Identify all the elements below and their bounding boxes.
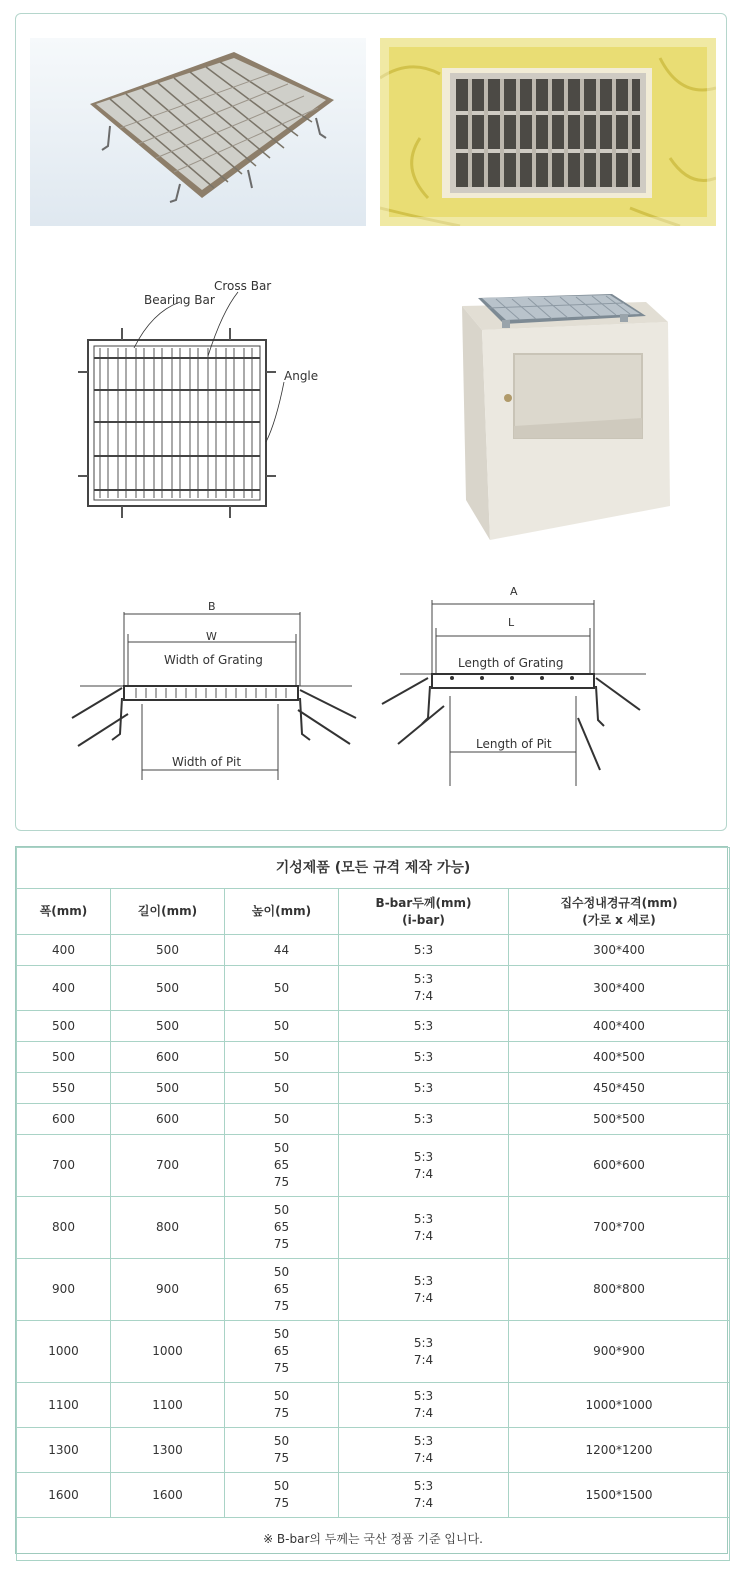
cell-width: 400 — [17, 935, 111, 966]
header-pit: 집수정내경규격(mm) (가로 x 세로) — [509, 889, 730, 935]
header-height: 높이(mm) — [225, 889, 339, 935]
width-of-grating-label: Width of Grating — [164, 653, 263, 667]
table-row — [17, 1042, 730, 1073]
cell-height: 50 — [225, 1011, 339, 1042]
cell-bbar: 5:3 7:4 — [339, 1135, 509, 1197]
table-row — [17, 1104, 730, 1135]
angle-label: Angle — [284, 369, 319, 383]
spec-table — [16, 847, 730, 1561]
spec-table-container — [15, 846, 728, 1554]
cell-height: 50 75 — [225, 1383, 339, 1428]
cell-height: 50 75 — [225, 1473, 339, 1518]
w-label: W — [206, 630, 217, 643]
length-of-grating-label: Length of Grating — [458, 656, 564, 670]
cell-length: 800 — [111, 1197, 225, 1259]
cell-width: 500 — [17, 1011, 111, 1042]
table-row — [17, 1011, 730, 1042]
table-row — [17, 1428, 730, 1473]
cell-length: 500 — [111, 1073, 225, 1104]
cross-bar-label: Cross Bar — [214, 279, 272, 293]
bearing-bar-label: Bearing Bar — [144, 293, 215, 307]
header-width: 폭(mm) — [17, 889, 111, 935]
table-row — [17, 1135, 730, 1197]
cell-height: 50 — [225, 1104, 339, 1135]
table-row — [17, 1383, 730, 1428]
cell-width: 1300 — [17, 1428, 111, 1473]
a-label: A — [510, 585, 518, 598]
table-note: ※ B-bar의 두께는 국산 정품 기준 입니다. — [17, 1518, 730, 1561]
cell-bbar: 5:3 7:4 — [339, 1428, 509, 1473]
cell-pit: 300*400 — [509, 935, 730, 966]
cell-bbar: 5:3 — [339, 1073, 509, 1104]
cell-length: 600 — [111, 1042, 225, 1073]
concrete-pit-photo — [456, 288, 672, 542]
cell-length: 700 — [111, 1135, 225, 1197]
table-body — [17, 935, 730, 1518]
cell-height: 50 65 75 — [225, 1259, 339, 1321]
length-section-diagram — [378, 580, 668, 790]
cell-bbar: 5:3 7:4 — [339, 1473, 509, 1518]
table-row — [17, 1473, 730, 1518]
cell-width: 500 — [17, 1042, 111, 1073]
cell-width: 800 — [17, 1197, 111, 1259]
width-section-diagram — [66, 594, 366, 794]
cell-height: 50 — [225, 1042, 339, 1073]
cell-length: 500 — [111, 966, 225, 1011]
cell-pit: 600*600 — [509, 1135, 730, 1197]
table-row — [17, 1259, 730, 1321]
cell-length: 1100 — [111, 1383, 225, 1428]
cell-width: 1600 — [17, 1473, 111, 1518]
cell-bbar: 5:3 7:4 — [339, 1321, 509, 1383]
cell-bbar: 5:3 7:4 — [339, 966, 509, 1011]
width-of-pit-label: Width of Pit — [172, 755, 242, 769]
cell-width: 550 — [17, 1073, 111, 1104]
cell-height: 50 65 75 — [225, 1321, 339, 1383]
cell-length: 1000 — [111, 1321, 225, 1383]
cell-width: 900 — [17, 1259, 111, 1321]
cell-width: 1000 — [17, 1321, 111, 1383]
cell-width: 700 — [17, 1135, 111, 1197]
cell-height: 50 75 — [225, 1428, 339, 1473]
cell-pit: 1000*1000 — [509, 1383, 730, 1428]
table-row — [17, 935, 730, 966]
cell-bbar: 5:3 7:4 — [339, 1259, 509, 1321]
cell-width: 600 — [17, 1104, 111, 1135]
header-bbar: B-bar두께(mm) (i-bar) — [339, 889, 509, 935]
cell-length: 1300 — [111, 1428, 225, 1473]
cell-bbar: 5:3 7:4 — [339, 1197, 509, 1259]
grating-plan-diagram — [70, 272, 340, 527]
length-of-pit-label: Length of Pit — [476, 737, 552, 751]
cell-bbar: 5:3 — [339, 1104, 509, 1135]
cell-height: 50 — [225, 1073, 339, 1104]
cell-pit: 300*400 — [509, 966, 730, 1011]
cell-pit: 1200*1200 — [509, 1428, 730, 1473]
cell-height: 50 65 75 — [225, 1197, 339, 1259]
cell-height: 44 — [225, 935, 339, 966]
cell-pit: 1500*1500 — [509, 1473, 730, 1518]
cell-pit: 800*800 — [509, 1259, 730, 1321]
cell-bbar: 5:3 7:4 — [339, 1383, 509, 1428]
cell-length: 500 — [111, 1011, 225, 1042]
cell-bbar: 5:3 — [339, 1011, 509, 1042]
l-label: L — [508, 616, 515, 629]
table-row — [17, 1197, 730, 1259]
grating-photo — [30, 38, 366, 226]
table-row — [17, 966, 730, 1011]
cell-height: 50 65 75 — [225, 1135, 339, 1197]
cell-width: 400 — [17, 966, 111, 1011]
cell-pit: 450*450 — [509, 1073, 730, 1104]
cell-height: 50 — [225, 966, 339, 1011]
cell-pit: 900*900 — [509, 1321, 730, 1383]
cell-pit: 400*500 — [509, 1042, 730, 1073]
cell-width: 1100 — [17, 1383, 111, 1428]
header-length: 길이(mm) — [111, 889, 225, 935]
cell-bbar: 5:3 — [339, 1042, 509, 1073]
cell-pit: 500*500 — [509, 1104, 730, 1135]
b-label: B — [208, 600, 216, 613]
cell-pit: 700*700 — [509, 1197, 730, 1259]
table-title: 기성제품 (모든 규격 제작 가능) — [17, 848, 730, 889]
cell-length: 500 — [111, 935, 225, 966]
cell-pit: 400*400 — [509, 1011, 730, 1042]
cell-length: 1600 — [111, 1473, 225, 1518]
cell-bbar: 5:3 — [339, 935, 509, 966]
installed-grating-photo — [380, 38, 716, 226]
cell-length: 900 — [111, 1259, 225, 1321]
cell-length: 600 — [111, 1104, 225, 1135]
table-row — [17, 1073, 730, 1104]
table-row — [17, 1321, 730, 1383]
